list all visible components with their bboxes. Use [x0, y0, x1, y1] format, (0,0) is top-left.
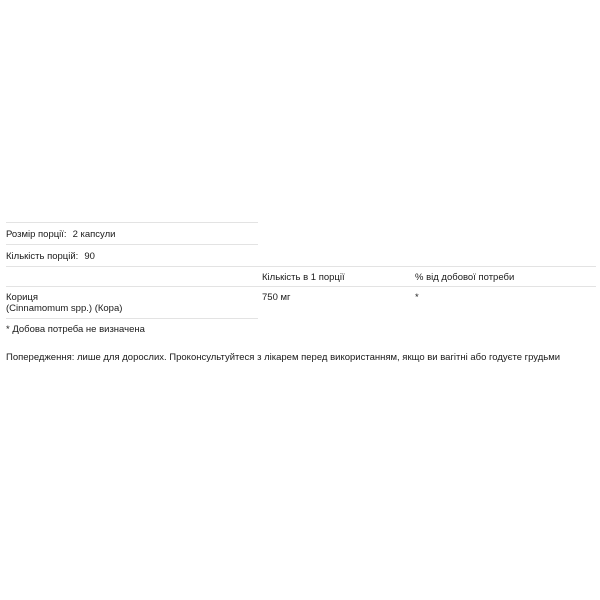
ingredient-amount: 750 мг — [262, 292, 291, 303]
amount-per-serving-header: Кількість в 1 порції — [262, 272, 345, 283]
servings-per-container-label: Кількість порцій: — [6, 251, 79, 262]
serving-size-row — [6, 222, 258, 244]
daily-value-header: % від добової потреби — [415, 272, 515, 283]
daily-value-footnote: * Добова потреба не визначена — [6, 324, 145, 335]
footnote-row — [6, 318, 258, 344]
ingredient-row — [6, 286, 596, 318]
ingredient-name-line1: Кориця — [6, 292, 38, 303]
supplement-facts-table — [6, 222, 596, 344]
servings-per-container-row — [6, 244, 258, 266]
ingredient-daily-value: * — [415, 292, 419, 303]
ingredient-name-line2: (Cinnamomum spp.) (Кора) — [6, 303, 123, 314]
servings-per-container-value: 90 — [84, 251, 95, 262]
serving-size-label: Розмір порції: — [6, 229, 67, 240]
serving-size-value: 2 капсули — [72, 229, 116, 240]
ingredient-name — [6, 292, 122, 314]
warning-text: Попередження: лише для дорослих. Проконсультуйтеся з лікарем перед використанням, якщо ви вагітні або годуєте грудьми — [6, 352, 561, 363]
column-header-row — [6, 266, 596, 286]
